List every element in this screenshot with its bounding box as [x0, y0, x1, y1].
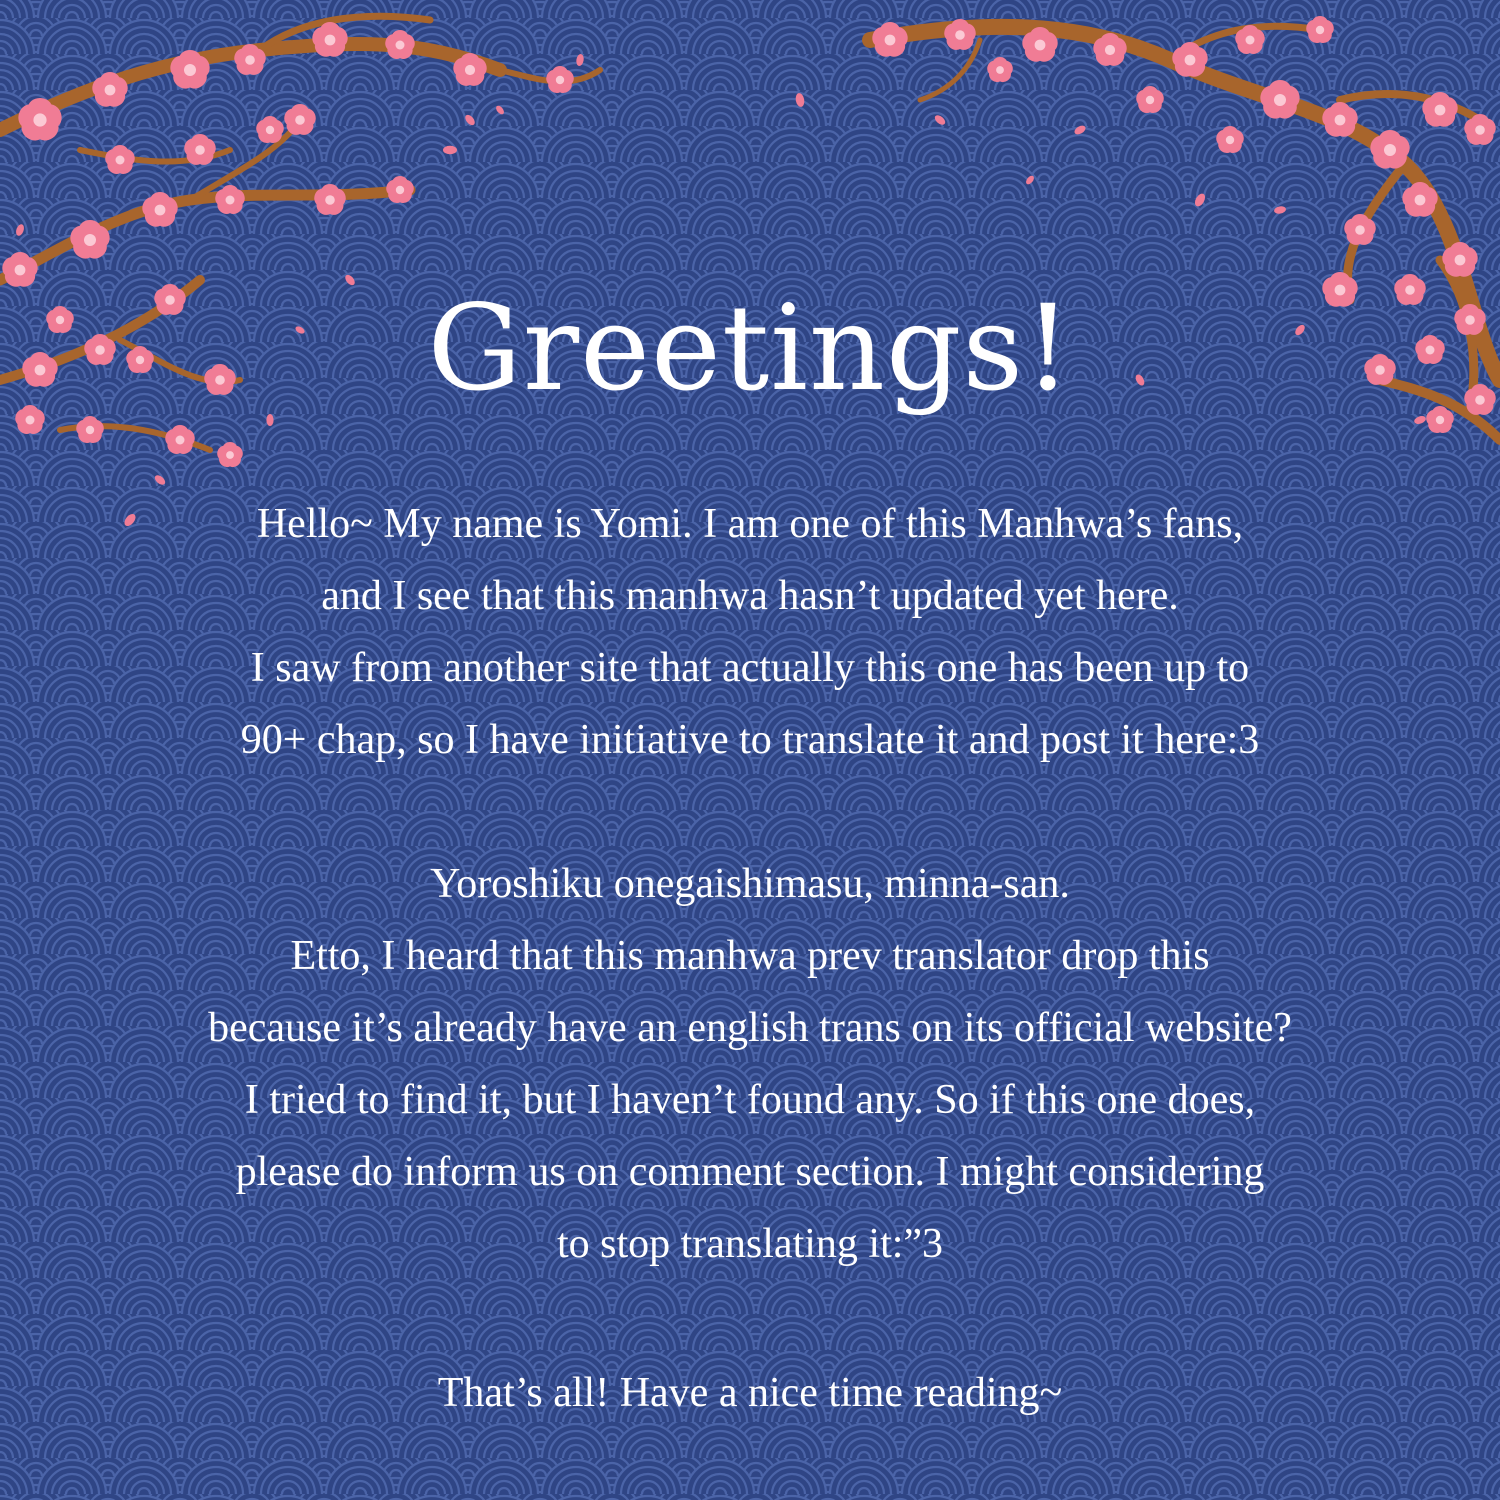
text-line: Hello~ My name is Yomi. I am one of this Manhwa’s fans, [256, 501, 1244, 547]
cherry-blossom-icon [384, 176, 415, 206]
text-line: please do inform us on comment section. I might considering [235, 1149, 1265, 1195]
notice-paragraph [0, 848, 1500, 1280]
closing-line [0, 1357, 1500, 1429]
cherry-blossom-icon [213, 185, 247, 217]
text-line: Yoroshiku onegaishimasu, minna-san. [430, 861, 1070, 907]
text-line: because it’s already have an english trans on its official website? [208, 1005, 1292, 1051]
petal-icon [1273, 205, 1286, 214]
petal-icon [494, 104, 505, 116]
cherry-blossom-icon [215, 442, 244, 470]
petal-icon [1193, 192, 1207, 208]
petal-icon [463, 113, 476, 127]
cherry-blossom-icon [103, 145, 137, 177]
text-line: to stop translating it:”3 [556, 1221, 944, 1267]
cherry-blossom-icon [310, 22, 350, 60]
petal-icon [933, 113, 947, 126]
petal-icon [1073, 124, 1087, 136]
petal-icon [443, 146, 457, 154]
cherry-blossom-icon [1258, 80, 1303, 123]
page-title: Greetings! [427, 279, 1073, 417]
cherry-blossom-icon [163, 425, 197, 457]
cherry-blossom-icon [1134, 86, 1165, 116]
petal-icon [795, 92, 806, 107]
cherry-blossom-icon [1304, 16, 1335, 46]
cherry-blossom-icon [985, 57, 1014, 85]
petal-icon [1024, 174, 1035, 186]
text-line: I saw from another site that actually this one has been up to [250, 645, 1250, 691]
text-line: and I see that this manhwa hasn’t updated yet here. [321, 573, 1179, 619]
petal-icon [575, 53, 584, 66]
text-line: Etto, I heard that this manhwa prev translator drop this [290, 933, 1210, 979]
text-line: I tried to find it, but I haven’t found any. So if this one does, [244, 1077, 1256, 1123]
cherry-blossom-icon [1342, 214, 1378, 248]
text-line: That’s all! Have a nice time reading~ [437, 1370, 1063, 1416]
text-line: 90+ chap, so I have initiative to translate it and post it here:3 [240, 717, 1260, 763]
cherry-blossom-icon [383, 30, 417, 62]
petal-icon [15, 223, 26, 237]
petal-icon [153, 473, 167, 486]
intro-paragraph [0, 488, 1500, 776]
cherry-blossom-icon [544, 66, 575, 96]
cherry-blossom-icon [1462, 114, 1498, 148]
cherry-blossom-icon [1214, 126, 1245, 156]
cherry-blossom-icon [74, 416, 105, 446]
